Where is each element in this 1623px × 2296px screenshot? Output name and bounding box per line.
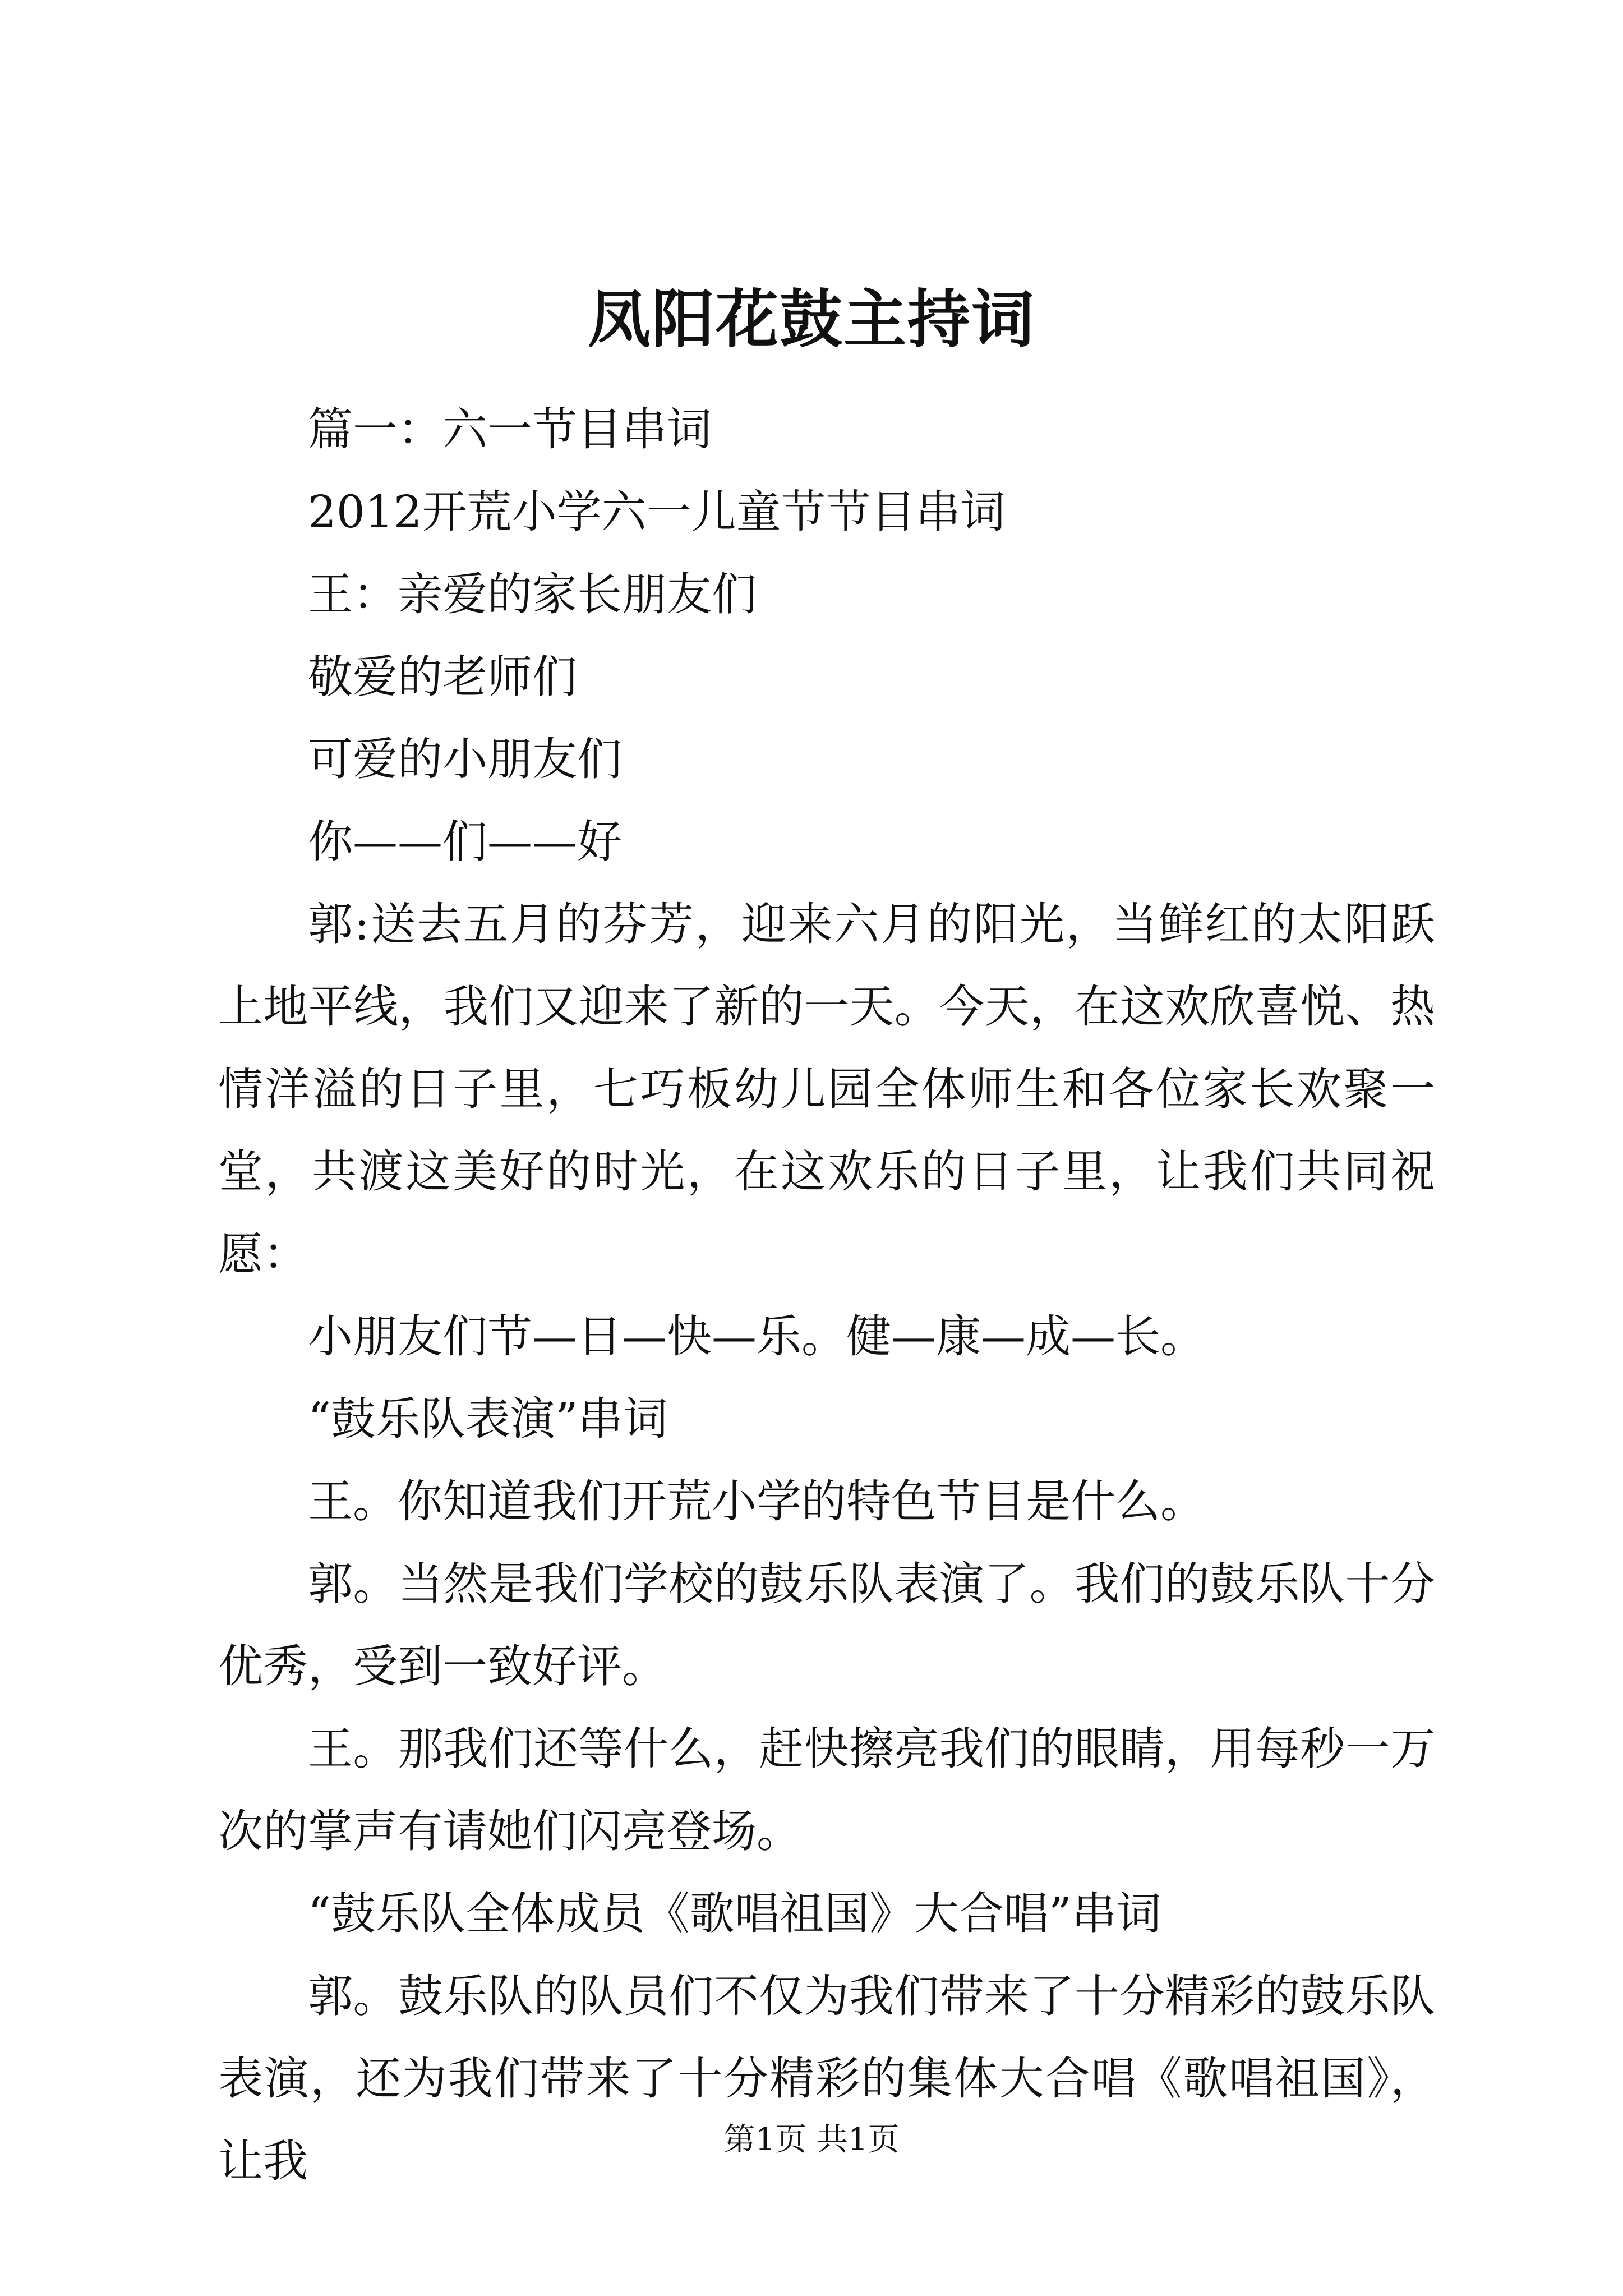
paragraph-7: 郭:送去五月的芬芳，迎来六月的阳光，当鲜红的太阳跃上地平线，我们又迎来了新的一天。今天，在这欢欣喜悦、热情洋溢的日子里，七巧板幼儿园全体师生和各位家长欢聚一堂，共渡这美好的时光，在这欢乐的日子里，让我们共同祝愿： [218,898,1435,1280]
paragraph-10: 王。你知道我们开荒小学的特色节目是什么。 [308,1475,1205,1527]
paragraph-6: 你——们——好 [308,816,622,868]
paragraph-13: “鼓乐队全体成员《歌唱祖国》大合唱”串词 [308,1888,1161,1940]
paragraph-3: 王：亲爱的家长朋友们 [308,568,757,620]
paragraph-2: 2012开荒小学六一儿童节节目串词 [308,486,1006,538]
paragraph-4: 敬爱的老师们 [308,651,577,703]
paragraph-1: 篇一：六一节目串词 [308,403,712,455]
document-body [218,388,1435,2202]
paragraph-9: “鼓乐队表演”串词 [308,1393,668,1445]
paragraph-8: 小朋友们节—日—快—乐。健—康—成—长。 [308,1310,1205,1363]
paragraph-5: 可爱的小朋友们 [308,733,622,785]
document-title: 凤阳花鼓主持词 [588,283,1035,356]
paragraph-12: 王。那我们还等什么，赶快擦亮我们的眼睛，用每秒一万次的掌声有请她们闪亮登场。 [218,1723,1435,1857]
page-footer: 第1页 共1页 [723,2122,900,2158]
paragraph-11: 郭。当然是我们学校的鼓乐队表演了。我们的鼓乐队十分优秀，受到一致好评。 [218,1558,1435,1692]
paragraph-14: 郭。鼓乐队的队员们不仅为我们带来了十分精彩的鼓乐队表演，还为我们带来了十分精彩的集体大合唱《歌唱祖国》，让我 [218,1970,1435,2187]
